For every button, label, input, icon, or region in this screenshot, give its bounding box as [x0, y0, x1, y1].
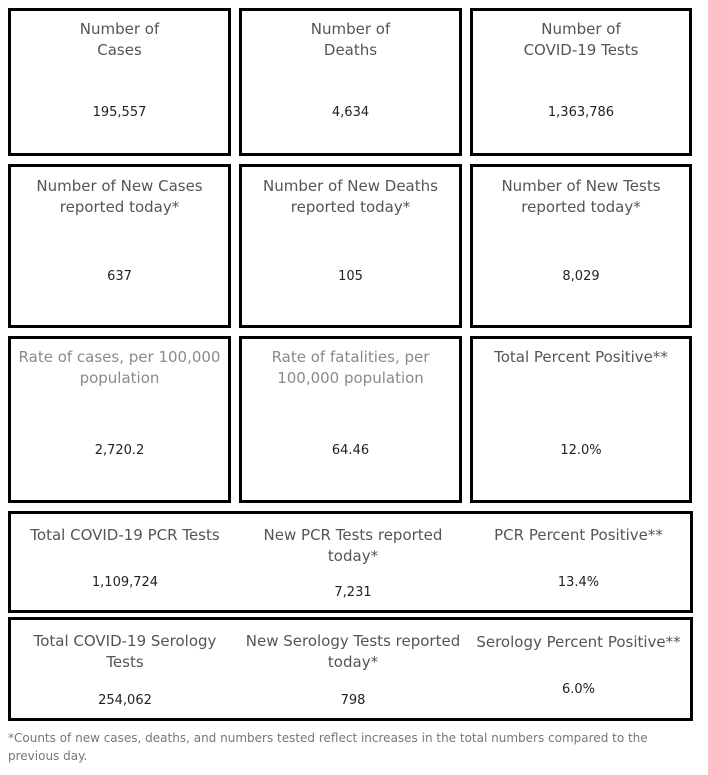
- serology-positive-label: Serology Percent Positive**: [476, 633, 681, 651]
- tests-label-line2: COVID-19 Tests: [523, 41, 639, 59]
- pcr-positive-label: PCR Percent Positive**: [494, 526, 663, 544]
- cases-value: 195,557: [92, 105, 147, 120]
- tests-card: [470, 8, 692, 156]
- pcr-total-label: Total COVID-19 PCR Tests: [30, 526, 220, 544]
- percent-positive-value: 12.0%: [560, 443, 602, 458]
- pcr-total-value: 1,109,724: [91, 575, 159, 590]
- serology-new-value: 798: [340, 693, 366, 708]
- serology-total-label-line2: Tests: [106, 653, 144, 671]
- pcr-new-label-line2: today*: [327, 547, 379, 565]
- deaths-card: [239, 8, 462, 156]
- cases-label-line1: Number of: [79, 20, 160, 38]
- fatality-rate-label-line1: Rate of fatalities, per: [271, 348, 430, 366]
- footnote-line1: *Counts of new cases, deaths, and numbers tested reflect increases in the total numbers compared to the: [8, 731, 648, 745]
- percent-positive-label: Total Percent Positive**: [494, 348, 668, 366]
- pcr-new-label-line1: New PCR Tests reported: [263, 526, 443, 544]
- serology-positive-cell: [467, 620, 690, 718]
- deaths-label-line1: Number of: [310, 20, 391, 38]
- new-cases-card: [8, 164, 231, 328]
- serology-new-label-line1: New Serology Tests reported: [245, 632, 461, 650]
- new-tests-card: [470, 164, 692, 328]
- pcr-new-cell: [239, 514, 467, 610]
- deaths-label-line2: Deaths: [323, 41, 378, 59]
- serology-new-cell: [239, 620, 467, 718]
- new-deaths-value: 105: [338, 269, 363, 284]
- percent-positive-card: [470, 336, 692, 503]
- tests-value: 1,363,786: [547, 105, 615, 120]
- case-rate-label-line1: Rate of cases, per 100,000: [18, 348, 221, 366]
- footnote: [8, 729, 698, 765]
- fatality-rate-label-line2: 100,000 population: [277, 369, 424, 387]
- new-tests-label-line1: Number of New Tests: [501, 177, 661, 195]
- fatality-rate-card: [239, 336, 462, 503]
- serology-tests-card: [8, 617, 693, 721]
- new-tests-label-line2: reported today*: [521, 198, 641, 216]
- pcr-total-cell: [11, 514, 239, 610]
- tests-label-line1: Number of: [541, 20, 621, 38]
- serology-new-label-line2: today*: [327, 653, 379, 671]
- pcr-tests-card: [8, 511, 693, 613]
- new-deaths-label-line1: Number of New Deaths: [263, 177, 438, 195]
- deaths-value: 4,634: [331, 105, 370, 120]
- pcr-positive-cell: [467, 514, 690, 610]
- fatality-rate-value: 64.46: [331, 443, 370, 458]
- serology-total-label-line1: Total COVID-19 Serology: [33, 632, 217, 650]
- cases-card: [8, 8, 231, 156]
- serology-positive-value: 6.0%: [561, 682, 596, 697]
- serology-total-value: 254,062: [98, 693, 152, 708]
- new-cases-value: 637: [107, 269, 132, 284]
- new-cases-label-line1: Number of New Cases: [36, 177, 203, 195]
- case-rate-label-line2: population: [79, 369, 160, 387]
- new-deaths-card: [239, 164, 462, 328]
- serology-total-cell: [11, 620, 239, 718]
- cases-label-line2: Cases: [97, 41, 142, 59]
- footnote-line2: previous day.: [8, 749, 88, 763]
- case-rate-value: 2,720.2: [94, 443, 145, 458]
- case-rate-card: [8, 336, 231, 503]
- new-cases-label-line2: reported today*: [59, 198, 180, 216]
- new-deaths-label-line2: reported today*: [290, 198, 411, 216]
- pcr-new-value: 7,231: [334, 585, 372, 600]
- new-tests-value: 8,029: [562, 269, 600, 284]
- pcr-positive-value: 13.4%: [557, 575, 600, 590]
